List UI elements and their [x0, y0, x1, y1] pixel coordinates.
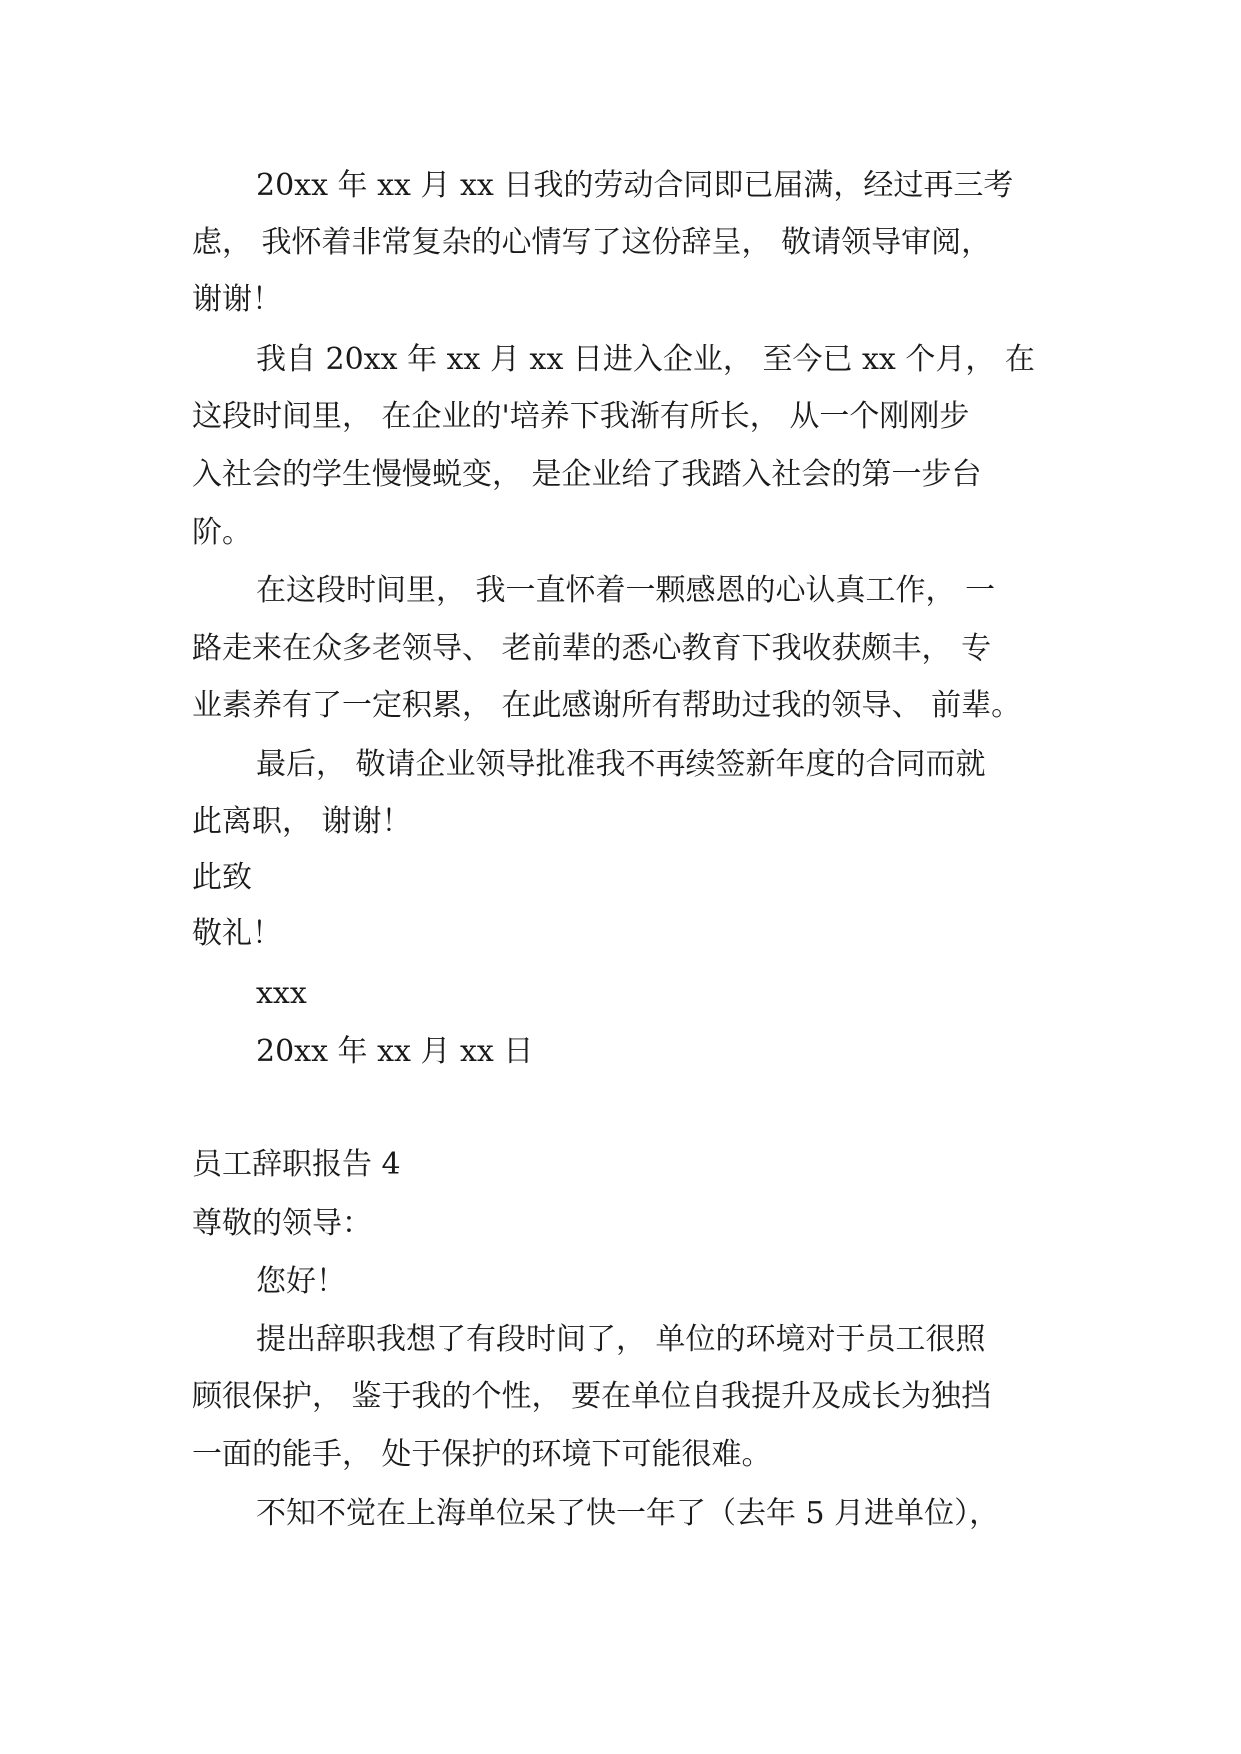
paragraph-2-line-2: 这段时间里， 在企业的'培养下我渐有所长， 从一个刚刚步 [192, 399, 970, 434]
signature-date: 20xx 年 xx 月 xx 日 [256, 1034, 534, 1069]
paragraph-3-line-1: 在这段时间里， 我一直怀着一颗感恩的心认真工作， 一 [256, 573, 996, 608]
report-4-salutation: 尊敬的领导： [192, 1206, 372, 1241]
paragraph-4-line-1: 最后， 敬请企业领导批准我不再续签新年度的合同而就 [256, 747, 986, 782]
report-4-paragraph-1-line-3: 一面的能手， 处于保护的环境下可能很难。 [192, 1437, 772, 1472]
report-4-paragraph-1-line-1: 提出辞职我想了有段时间了， 单位的环境对于员工很照 [256, 1322, 986, 1357]
paragraph-1-line-3: 谢谢！ [192, 282, 282, 317]
report-4-greeting: 您好！ [256, 1264, 346, 1299]
paragraph-2-line-4: 阶。 [192, 515, 252, 550]
report-4-paragraph-1-line-2: 顾很保护， 鉴于我的个性， 要在单位自我提升及成长为独挡 [192, 1379, 992, 1414]
paragraph-2-line-3: 入社会的学生慢慢蜕变， 是企业给了我踏入社会的第一步台 [192, 457, 982, 492]
signature: xxx [256, 976, 307, 1011]
paragraph-2-line-1: 我自 20xx 年 xx 月 xx 日进入企业， 至今已 xx 个月， 在 [256, 342, 1035, 377]
report-4-paragraph-2-line-1: 不知不觉在上海单位呆了快一年了（去年 5 月进单位）， [256, 1496, 1000, 1531]
paragraph-1-line-1: 20xx 年 xx 月 xx 日我的劳动合同即已届满，经过再三考 [256, 168, 1014, 203]
paragraph-1-line-2: 虑， 我怀着非常复杂的心情写了这份辞呈， 敬请领导审阅， [192, 225, 992, 260]
paragraph-4-line-2: 此离职， 谢谢！ [192, 804, 412, 839]
closing-salute: 敬礼！ [192, 916, 282, 951]
closing-to: 此致 [192, 860, 252, 895]
paragraph-3-line-3: 业素养有了一定积累， 在此感谢所有帮助过我的领导、 前辈。 [192, 688, 1022, 723]
paragraph-3-line-2: 路走来在众多老领导、 老前辈的悉心教育下我收获颇丰， 专 [192, 631, 992, 666]
report-4-title: 员工辞职报告 4 [192, 1147, 401, 1182]
